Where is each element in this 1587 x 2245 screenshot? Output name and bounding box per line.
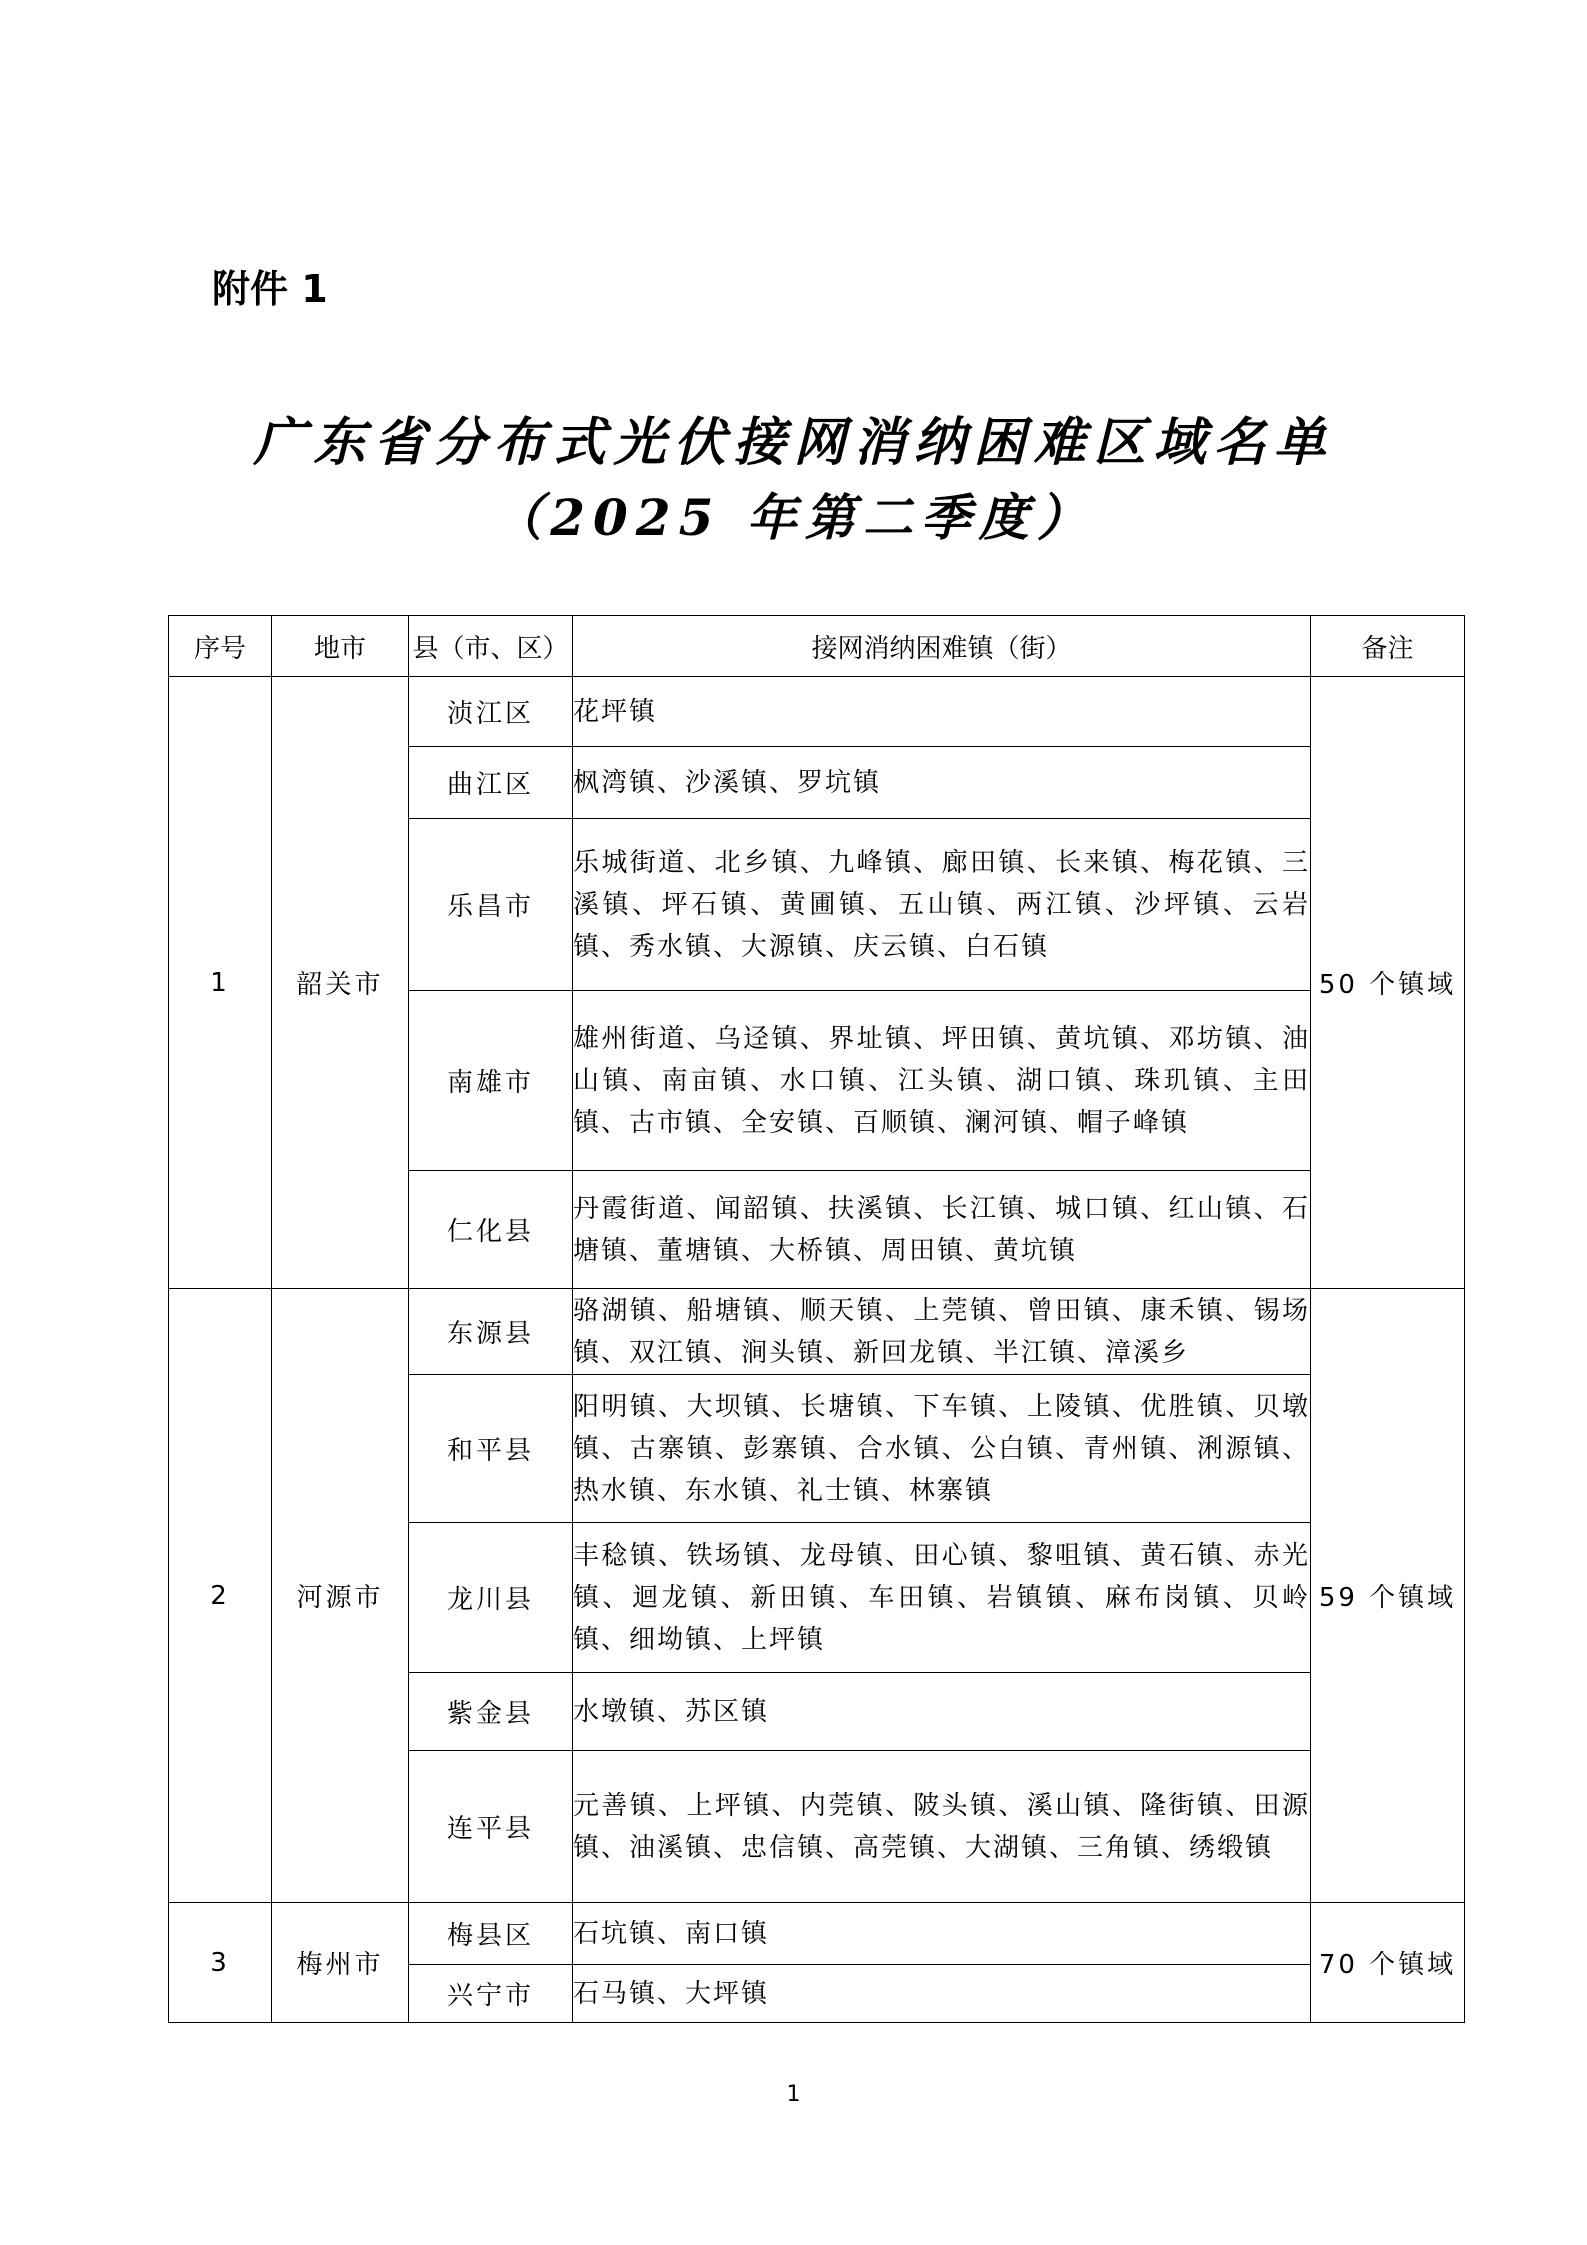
row-note: 59 个镇域 — [1311, 1289, 1465, 1903]
row-note: 50 个镇域 — [1311, 677, 1465, 1289]
row-county: 兴宁市 — [409, 1965, 573, 2023]
document-subtitle: （2025 年第二季度） — [492, 488, 1095, 547]
region-table — [168, 615, 1465, 2023]
row-county: 和平县 — [409, 1375, 573, 1523]
header-no: 序号 — [169, 616, 272, 677]
table-row — [169, 1903, 1465, 1965]
row-county: 乐昌市 — [409, 819, 573, 991]
table-row — [169, 1289, 1465, 1375]
header-note: 备注 — [1311, 616, 1465, 677]
row-towns: 雄州街道、乌迳镇、界址镇、坪田镇、黄坑镇、邓坊镇、油山镇、南亩镇、水口镇、江头镇、湖口镇、珠玑镇、主田镇、古市镇、全安镇、百顺镇、澜河镇、帽子峰镇 — [573, 991, 1311, 1171]
row-county: 仁化县 — [409, 1171, 573, 1289]
header-city: 地市 — [272, 616, 409, 677]
row-no: 1 — [169, 677, 272, 1289]
row-towns: 乐城街道、北乡镇、九峰镇、廊田镇、长来镇、梅花镇、三溪镇、坪石镇、黄圃镇、五山镇、两江镇、沙坪镇、云岩镇、秀水镇、大源镇、庆云镇、白石镇 — [573, 819, 1311, 991]
row-city: 梅州市 — [272, 1903, 409, 2023]
row-towns: 石马镇、大坪镇 — [573, 1965, 1311, 2023]
table-header-row — [169, 616, 1465, 677]
row-towns: 丰稔镇、铁场镇、龙母镇、田心镇、黎咀镇、黄石镇、赤光镇、迴龙镇、新田镇、车田镇、岩镇镇、麻布岗镇、贝岭镇、细坳镇、上坪镇 — [573, 1523, 1311, 1673]
row-county: 梅县区 — [409, 1903, 573, 1965]
row-towns: 花坪镇 — [573, 677, 1311, 747]
row-towns: 水墩镇、苏区镇 — [573, 1673, 1311, 1751]
row-towns: 石坑镇、南口镇 — [573, 1903, 1311, 1965]
header-towns: 接网消纳困难镇（街） — [573, 616, 1311, 677]
row-county: 龙川县 — [409, 1523, 573, 1673]
row-no: 2 — [169, 1289, 272, 1903]
row-towns: 丹霞街道、闻韶镇、扶溪镇、长江镇、城口镇、红山镇、石塘镇、董塘镇、大桥镇、周田镇、黄坑镇 — [573, 1171, 1311, 1289]
row-city: 韶关市 — [272, 677, 409, 1289]
row-county: 浈江区 — [409, 677, 573, 747]
document-title: 广东省分布式光伏接网消纳困难区域名单 — [253, 412, 1334, 473]
attachment-label: 附件 1 — [212, 267, 328, 311]
page-number: 1 — [786, 2082, 801, 2107]
row-towns: 枫湾镇、沙溪镇、罗坑镇 — [573, 747, 1311, 819]
row-towns: 骆湖镇、船塘镇、顺天镇、上莞镇、曾田镇、康禾镇、锡场镇、双江镇、涧头镇、新回龙镇、半江镇、漳溪乡 — [573, 1289, 1311, 1375]
row-county: 连平县 — [409, 1751, 573, 1903]
row-note: 70 个镇域 — [1311, 1903, 1465, 2023]
row-no: 3 — [169, 1903, 272, 2023]
row-county: 曲江区 — [409, 747, 573, 819]
header-county: 县（市、区） — [409, 616, 573, 677]
row-towns: 阳明镇、大坝镇、长塘镇、下车镇、上陵镇、优胜镇、贝墩镇、古寨镇、彭寨镇、合水镇、公白镇、青州镇、浰源镇、热水镇、东水镇、礼士镇、林寨镇 — [573, 1375, 1311, 1523]
row-towns: 元善镇、上坪镇、内莞镇、陂头镇、溪山镇、隆街镇、田源镇、油溪镇、忠信镇、高莞镇、大湖镇、三角镇、绣缎镇 — [573, 1751, 1311, 1903]
row-county: 南雄市 — [409, 991, 573, 1171]
row-county: 紫金县 — [409, 1673, 573, 1751]
row-city: 河源市 — [272, 1289, 409, 1903]
table-row — [169, 677, 1465, 747]
row-county: 东源县 — [409, 1289, 573, 1375]
